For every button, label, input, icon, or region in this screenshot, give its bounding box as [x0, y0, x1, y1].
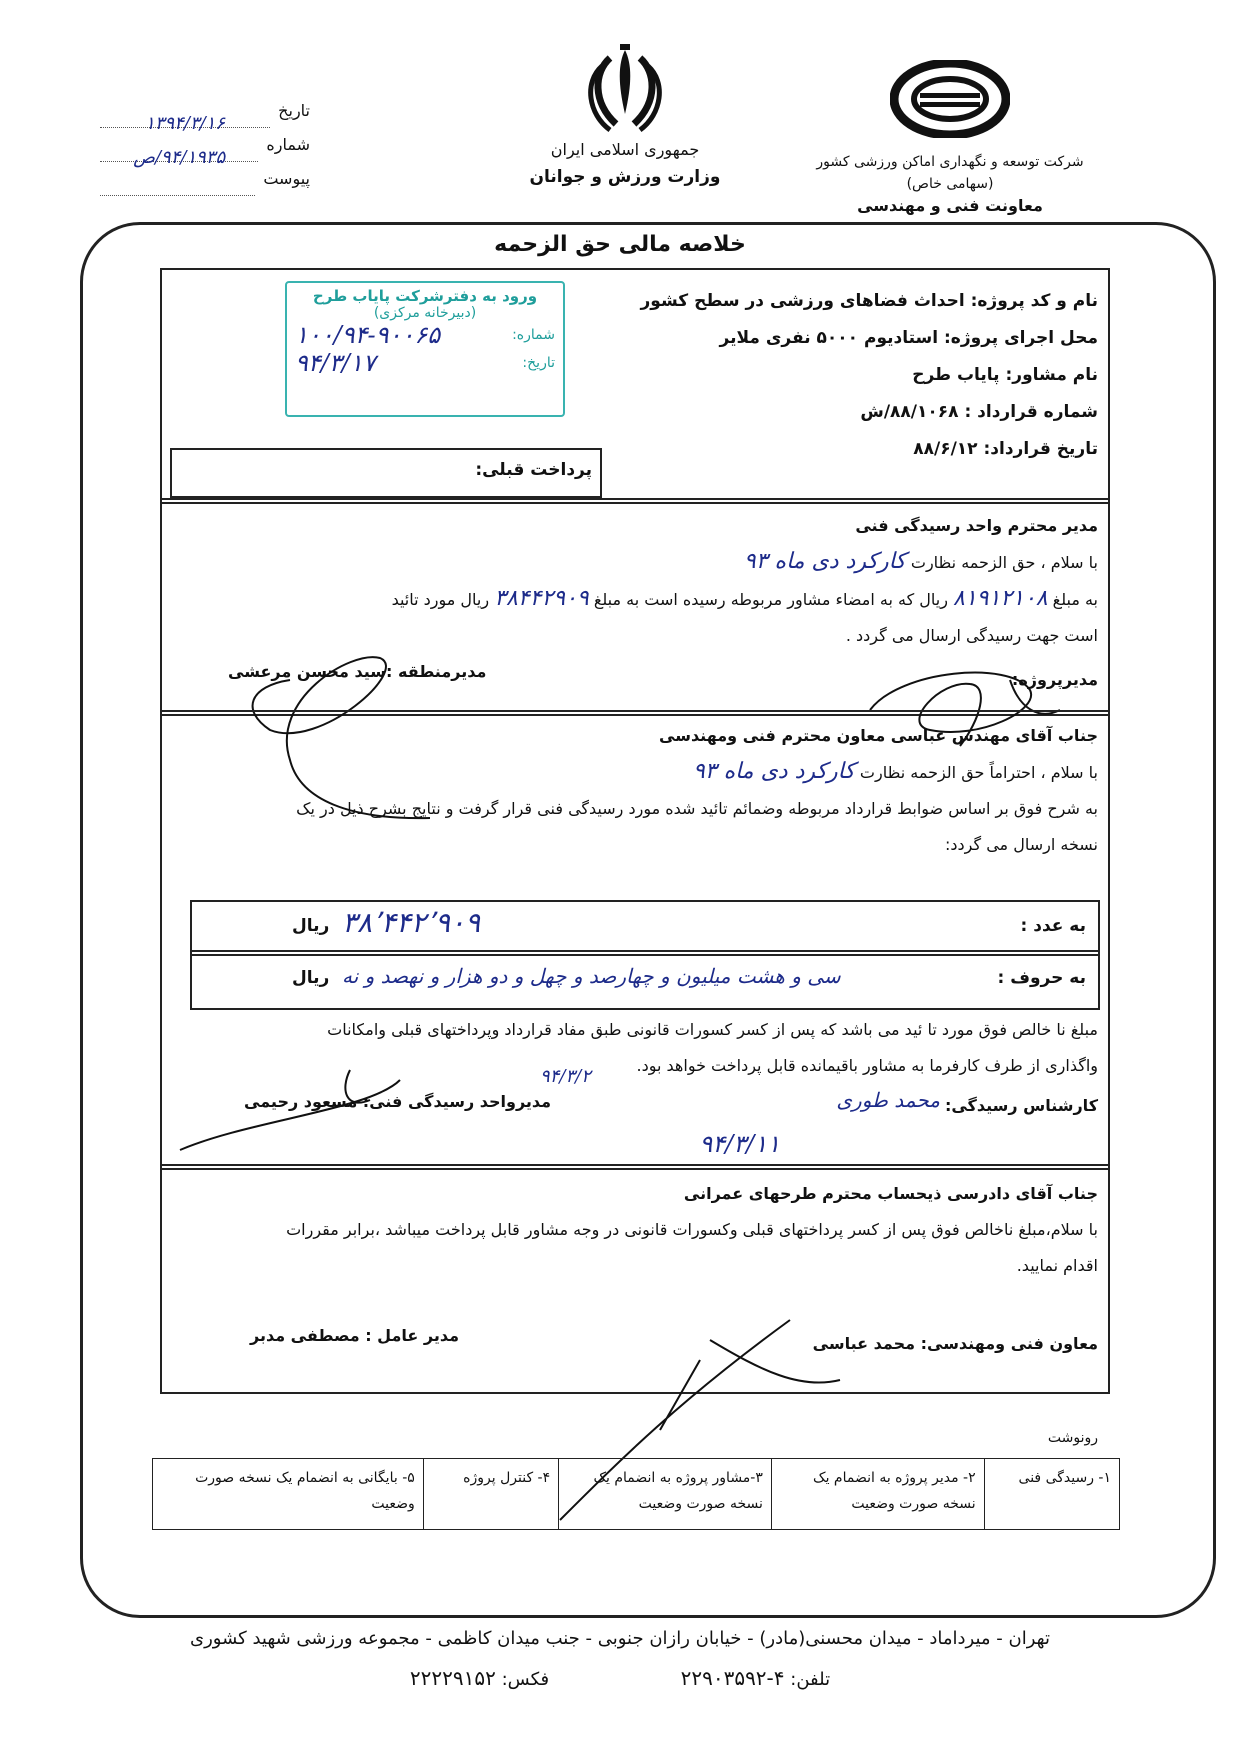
amount-words-label: به حروف : — [997, 968, 1086, 988]
iran-emblem-icon — [580, 44, 670, 136]
section2-content — [168, 718, 1098, 863]
previous-payment-label: پرداخت قبلی: — [475, 460, 592, 480]
amount-digits-hand: ۳۸٬۴۴۲٬۹۰۹ — [342, 906, 481, 939]
previous-payment-box — [170, 448, 602, 498]
date-label: تاریخ — [278, 101, 310, 120]
company-type: (سهامی خاص) — [906, 176, 994, 192]
stamp-number-value: ۱۰۰/۹۴-۹۰۰۶۵ — [295, 321, 441, 349]
project-name-value: احداث فضاهای ورزشی در سطح کشور — [640, 291, 965, 311]
section2-line1: با سلام ، احتراماً حق الزحمه نظارت — [859, 763, 1098, 782]
amount-words-box — [190, 950, 1100, 1010]
receipt-stamp — [285, 281, 565, 417]
amount-words-rial: ریال — [292, 968, 330, 988]
project-name-label: نام و کد پروژه: — [970, 291, 1098, 311]
date-value: ۱۳۹۴/۳/۱۶ — [100, 107, 270, 128]
fax-label: فکس: — [501, 1669, 550, 1690]
section3-content — [168, 1176, 1098, 1284]
stamp-line1: ورود به دفترشرکت پایاب طرح — [312, 287, 538, 305]
contract-date-label: تاریخ قرارداد: — [983, 439, 1098, 459]
number-value: ۹۴/۱۹۳۵/ص — [100, 141, 258, 162]
project-manager-label: مدیرپروژه: — [1011, 670, 1098, 689]
ceo-signatory: مدیر عامل : مصطفی مدبر — [250, 1326, 459, 1345]
amount-digits-box — [190, 900, 1100, 956]
date-row — [100, 94, 310, 134]
stamp-number-label: شماره: — [512, 327, 555, 343]
note-line1: مبلغ نا خالص فوق مورد تا ئید می باشد که پس از کسر کسورات قانونی طبق مفاد قرارداد وپرداختهای قبلی وامکانات — [327, 1020, 1098, 1039]
contract-date-value: ۸۸/۶/۱۲ — [913, 439, 978, 459]
footer-address: تهران - میرداماد - میدان محسنی(مادر) - خیابان رازان جنوبی - جنب میدان کاظمی - مجموعه ورزشی شهید کشوری — [190, 1628, 1050, 1649]
company-name: شرکت توسعه و نگهداری اماکن ورزشی کشور — [816, 154, 1084, 170]
fax-value: ۲۲۲۲۹۱۵۲ — [409, 1666, 496, 1690]
phone-label: تلفن: — [790, 1669, 831, 1690]
stamp-date-label: تاریخ: — [522, 355, 555, 371]
section2-heading: جناب آقای مهندس عباسی معاون محترم فنی ومهندسی — [659, 726, 1098, 745]
contract-number-value: ۸۸/۱۰۶۸/ش — [860, 402, 959, 422]
phone-value: ۴-۲۲۹۰۳۵۹۲ — [680, 1666, 785, 1690]
section2-period-hand: کارکرد دی ماه ۹۳ — [692, 759, 855, 784]
section1-heading: مدیر محترم واحد رسیدگی فنی — [855, 516, 1098, 535]
section1-period-hand: کارکرد دی ماه ۹۳ — [743, 549, 906, 574]
attachment-label: پیوست — [263, 169, 310, 188]
consultant-value: پایاب طرح — [912, 365, 1000, 385]
review-date-hand: ۹۴/۳/۱۱ — [699, 1130, 780, 1158]
amount-digits-rial: ریال — [292, 916, 330, 936]
cc-item-archive: ۵- بایگانی به انضمام یک نسخه صورت وضعیت — [153, 1459, 424, 1530]
deputy-signatory: معاون فنی ومهندسی: محمد عباسی — [812, 1334, 1098, 1353]
cc-item-technical-review: ۱- رسیدگی فنی — [984, 1459, 1119, 1530]
section1-line2b: ریال که به امضاء مشاور مربوطه رسیده است به مبلغ — [593, 590, 948, 609]
reviewer-label: کارشناس رسیدگی: — [944, 1096, 1098, 1115]
amount-digits-label: به عدد : — [1020, 916, 1086, 936]
cc-table — [152, 1458, 1120, 1530]
cc-item-project-control: ۴- کنترل پروژه — [423, 1459, 558, 1530]
cc-label: رونوشت — [1047, 1430, 1098, 1446]
ministry-name: وزارت ورزش و جوانان — [529, 167, 721, 187]
section2-line3: نسخه ارسال می گردد: — [945, 835, 1098, 854]
stamp-line2: (دبیرخانه مرکزی) — [373, 305, 477, 321]
section2-line2: به شرح فوق بر اساس ضوابط قرارداد مربوطه وضمائم تائید شده مورد رسیدگی فنی قرار گرفت و نتایج بشرح ذیل در یک — [296, 799, 1098, 818]
company-header — [800, 60, 1100, 217]
number-label: شماره — [266, 135, 310, 154]
section1-approved-amount-hand: ۳۸۴۴۲۹۰۹ — [494, 586, 589, 611]
section3-heading: جناب آقای دادرسی ذیحساب محترم طرحهای عمرانی — [683, 1184, 1098, 1203]
footer-contact — [0, 1666, 1240, 1690]
department-name: معاونت فنی و مهندسی — [857, 196, 1043, 215]
company-logo-icon — [890, 60, 1010, 138]
government-header — [520, 44, 730, 187]
section3-line2: اقدام نمایید. — [1016, 1256, 1098, 1275]
project-location-label: محل اجرای پروژه: — [944, 328, 1098, 348]
signature-unit-manager — [170, 1060, 410, 1160]
contract-number-label: شماره قرارداد : — [964, 402, 1098, 422]
project-location-value: استادیوم ۵۰۰۰ نفری ملایر — [719, 328, 939, 348]
republic-name: جمهوری اسلامی ایران — [550, 140, 700, 159]
cc-item-consultant: ۳-مشاور پروژه به انضمام یک نسخه صورت وضعیت — [559, 1459, 772, 1530]
section1-line2a: به مبلغ — [1052, 590, 1098, 609]
letter-meta — [100, 94, 310, 196]
section3-line1: با سلام،مبلغ ناخالص فوق پس از کسر پرداختهای قبلی وکسورات قانونی در وجه مشاور قابل پرداخت میباشد ،برابر مقررات — [286, 1220, 1098, 1239]
reviewer-hand: محمد طوری — [836, 1088, 940, 1112]
amount-words-hand: سی و هشت میلیون و چهارصد و چهل و دو هزار و نهصد و نه — [342, 964, 841, 988]
region-manager: مدیرمنطقه :سید محسن مرعشی — [228, 662, 487, 681]
note-line2: واگذاری از طرف کارفرما به مشاور باقیمانده قابل پرداخت خواهد بود. — [636, 1056, 1098, 1075]
form-title: خلاصه مالی حق الزحمه — [494, 232, 746, 257]
stamp-date-value: ۹۴/۳/۱۷ — [295, 349, 376, 377]
unit-date-hand: ۹۴/۳/۲ — [540, 1066, 591, 1087]
section1-line1: با سلام ، حق الزحمه نظارت — [910, 553, 1098, 572]
section1-line3: است جهت رسیدگی ارسال می گردد . — [845, 626, 1098, 645]
attachment-value — [100, 175, 255, 196]
project-info — [641, 283, 1098, 468]
consultant-label: نام مشاور: — [1005, 365, 1098, 385]
cc-item-project-manager: ۲- مدیر پروژه به انضمام یک نسخه صورت وضعیت — [771, 1459, 984, 1530]
section1-gross-amount-hand: ۸۱۹۱۲۱۰۸ — [953, 586, 1048, 611]
section1-content — [168, 508, 1098, 654]
section1-line2c: ریال مورد تائید — [391, 590, 490, 609]
unit-manager: مدیرواحد رسیدگی فنی: مسعود رحیمی — [244, 1092, 552, 1111]
